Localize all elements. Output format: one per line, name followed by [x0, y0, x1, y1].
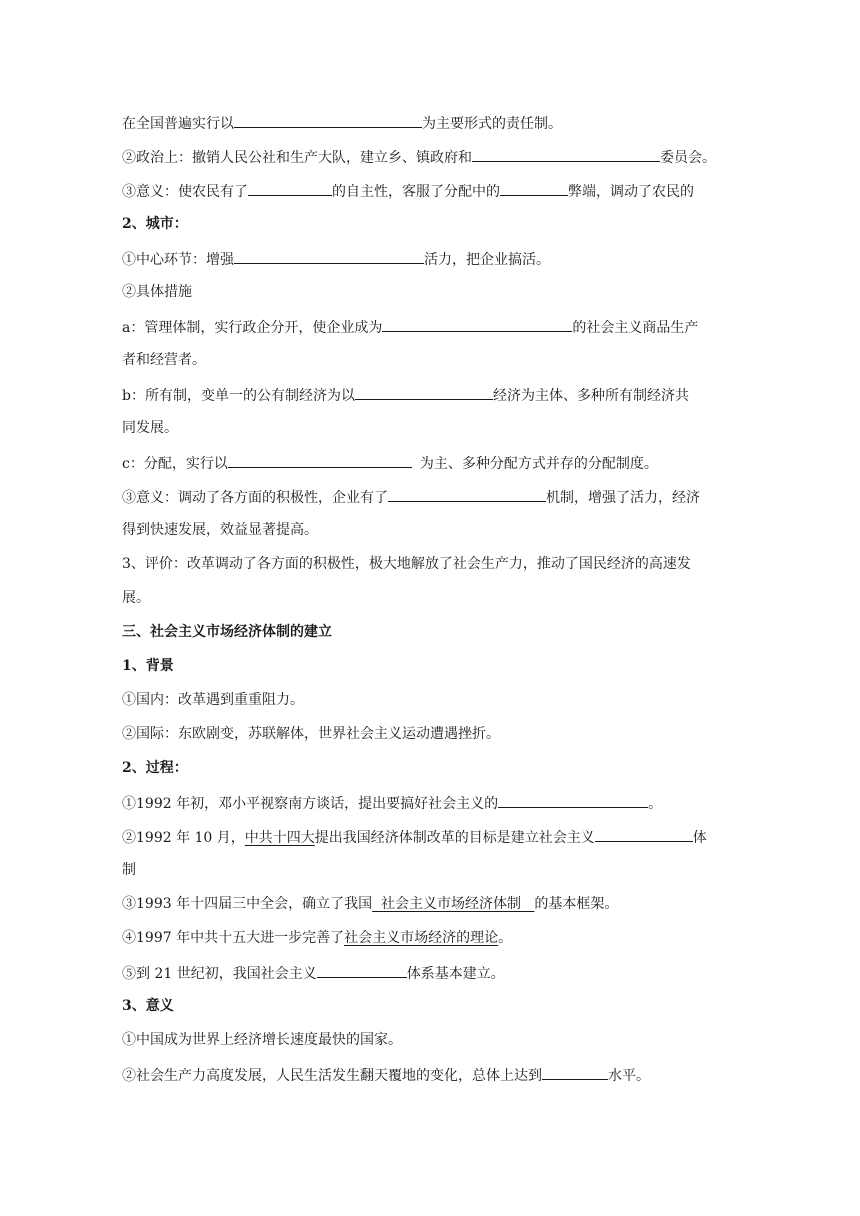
- text: ②政治上：撤销人民公社和生产大队，建立乡、镇政府和: [122, 150, 472, 166]
- text: 活力，把企业搞活。: [424, 252, 550, 268]
- text-line: 得到快速发展，效益显著提高。: [122, 522, 318, 538]
- text-line: [122, 1064, 650, 1086]
- fill-blank: [228, 452, 412, 468]
- fill-blank: [500, 180, 568, 196]
- text: 的基本框架。: [534, 896, 619, 912]
- fill-blank: [317, 962, 407, 978]
- subsection-heading: 3、意义: [122, 998, 174, 1014]
- text: 的自主性，客服了分配中的: [332, 184, 500, 200]
- text-line: ②国际：东欧剧变，苏联解体，世界社会主义运动遭遇挫折。: [122, 726, 500, 742]
- fill-blank: [248, 180, 332, 196]
- underlined-text: 社会主义市场经济的理论: [344, 930, 499, 946]
- underlined-text: 社会主义市场经济体制: [372, 896, 535, 912]
- text: b：所有制，变单一的公有制经济为以: [122, 388, 355, 404]
- text-line: [122, 316, 698, 338]
- text-line: [122, 826, 707, 848]
- subsection-heading: 1、背景: [122, 658, 174, 674]
- text: 水平。: [608, 1068, 650, 1084]
- text: 。: [648, 796, 663, 812]
- text: 委员会。: [660, 150, 716, 166]
- underlined-text: 中共十四大: [244, 830, 315, 846]
- text: 体系基本建立。: [406, 966, 505, 982]
- fill-blank: [595, 826, 693, 842]
- text-line: 3、评价：改革调动了各方面的积极性，极大地解放了社会生产力，推动了国民经济的高速发: [122, 556, 691, 572]
- text-line: [122, 452, 658, 474]
- text: ②社会生产力高度发展，人民生活发生翻天覆地的变化，总体上达到: [122, 1068, 542, 1084]
- text: 提出我国经济体制改革的目标是建立社会主义: [314, 830, 595, 846]
- fill-blank: [388, 486, 546, 502]
- fill-blank: [498, 792, 648, 808]
- text: 体: [692, 830, 707, 846]
- text-line: 展。: [122, 590, 150, 606]
- text-line: 同发展。: [122, 420, 178, 436]
- fill-blank: [234, 248, 424, 264]
- text-line: [122, 384, 689, 406]
- text-line: [122, 146, 716, 168]
- text: 经济为主体、多种所有制经济共: [492, 388, 689, 404]
- text-line: [122, 792, 662, 814]
- text-line: [122, 248, 550, 270]
- text: 机制，增强了活力，经济: [546, 490, 700, 506]
- text-line: [122, 486, 700, 508]
- text: ③1993 年十四届三中全会，确立了我国: [122, 896, 373, 912]
- fill-blank: [542, 1064, 608, 1080]
- text: ⑤到 21 世纪初，我国社会主义: [122, 966, 317, 982]
- text: a：管理体制，实行政企分开，使企业成为: [122, 320, 383, 336]
- text: 。: [498, 930, 513, 946]
- fill-blank: [355, 384, 493, 400]
- text-line: [122, 180, 694, 202]
- fill-blank: [234, 112, 422, 128]
- text: ①1992 年初，邓小平视察南方谈话，提出要搞好社会主义的: [122, 796, 499, 812]
- text-line: [122, 962, 505, 984]
- section-heading: 三、社会主义市场经济体制的建立: [122, 624, 332, 640]
- text: c：分配，实行以: [122, 456, 228, 472]
- text: 为主、多种分配方式并存的分配制度。: [419, 456, 658, 472]
- text-line: [122, 928, 512, 948]
- text: 在全国普遍实行以: [122, 116, 234, 132]
- subsection-heading: 2、过程：: [122, 760, 188, 776]
- text: 弊端，调动了农民的: [568, 184, 694, 200]
- text-line: ②具体措施: [122, 284, 192, 300]
- section-heading: 2、城市：: [122, 216, 188, 232]
- text-line: ①国内：改革遇到重重阻力。: [122, 692, 304, 708]
- text-line: ①中国成为世界上经济增长速度最快的国家。: [122, 1032, 402, 1048]
- text: ③意义：调动了各方面的积极性，企业有了: [122, 490, 388, 506]
- text-line: 者和经营者。: [122, 352, 206, 368]
- text: ②1992 年 10 月，: [122, 830, 245, 846]
- text: ①中心环节：增强: [122, 252, 234, 268]
- text-line: 制: [122, 862, 136, 878]
- fill-blank: [382, 316, 572, 332]
- text: ④1997 年中共十五大进一步完善了: [122, 930, 345, 946]
- text: ③意义：使农民有了: [122, 184, 248, 200]
- text: 的社会主义商品生产: [572, 320, 699, 336]
- text-line: [122, 112, 562, 134]
- text-line: [122, 894, 618, 914]
- fill-blank: [472, 146, 660, 162]
- text: 为主要形式的责任制。: [422, 116, 562, 132]
